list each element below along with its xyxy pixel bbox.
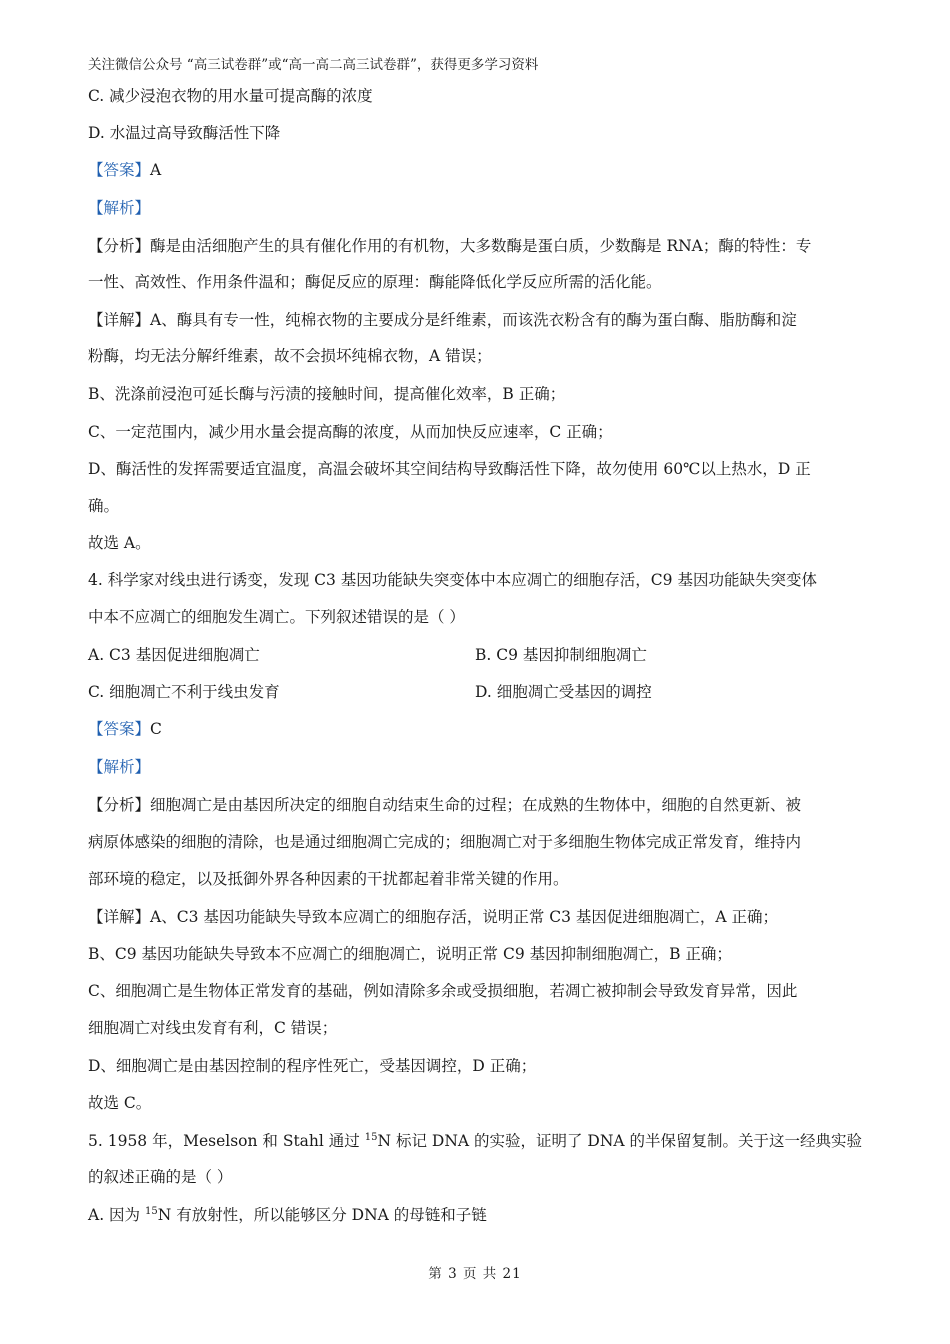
answer-tag: 【答案】: [88, 720, 151, 738]
q3-analysis-tag: 【解析】: [88, 199, 151, 217]
q3-option-c: C. 减少浸泡衣物的用水量可提高酶的浓度: [88, 87, 373, 105]
option-text: A. 因为: [88, 1206, 145, 1224]
analysis-text: 细胞凋亡是由基因所决定的细胞自动结束生命的过程；在成熟的生物体中，细胞的自然更新、被: [150, 796, 802, 814]
q4-conclusion: 故选 C。: [88, 1094, 152, 1112]
q3-analysis-line: [88, 236, 811, 256]
q4-option-a: A. C3 基因促进细胞凋亡: [88, 646, 260, 664]
q4-detail-line: [88, 907, 778, 927]
analysis-head: 【分析】: [88, 237, 151, 255]
detail-head: 【详解】: [88, 311, 151, 329]
header-note: 关注微信公众号 “高三试卷群”或“高一高二高三试卷群”，获得更多学习资料: [88, 57, 539, 73]
q4-option-d: D. 细胞凋亡受基因的调控: [475, 683, 652, 701]
q4-analysis-line: [88, 795, 801, 815]
answer-tag: 【答案】: [88, 161, 151, 179]
detail-head: 【详解】: [88, 908, 151, 926]
analysis-text: 酶是由活细胞产生的具有催化作用的有机物，大多数酶是蛋白质，少数酶是 RNA；酶的特性：专: [150, 237, 812, 255]
q4-detail-line: C、细胞凋亡是生物体正常发育的基础，例如清除多余或受损细胞，若凋亡被抑制会导致发育异常，因此: [88, 982, 798, 1000]
detail-text: A、C3 基因功能缺失导致本应凋亡的细胞存活，说明正常 C3 基因促进细胞凋亡，A 正确；: [150, 908, 779, 926]
answer-value: A: [150, 161, 162, 179]
q3-detail-line: D、酶活性的发挥需要适宜温度，高温会破坏其空间结构导致酶活性下降，故勿使用 60℃以上热水，D 正: [88, 460, 811, 478]
isotope-superscript: 15: [144, 1206, 158, 1217]
isotope-superscript: 15: [364, 1132, 378, 1143]
q4-detail-line: 细胞凋亡对线虫发育有利，C 错误；: [88, 1019, 338, 1037]
q3-detail-line: 确。: [88, 497, 120, 515]
q4-option-c: C. 细胞凋亡不利于线虫发育: [88, 683, 280, 701]
q5-option-a: [88, 1205, 487, 1225]
q4-stem: 4. 科学家对线虫进行诱变，发现 C3 基因功能缺失突变体中本应凋亡的细胞存活，C9 基因功能缺失突变体: [88, 571, 817, 589]
q4-answer: [88, 719, 162, 739]
answer-value: C: [150, 720, 162, 738]
page-footer: 第 3 页 共 21: [428, 1266, 522, 1282]
q4-detail-line: B、C9 基因功能缺失导致本不应凋亡的细胞凋亡，说明正常 C9 基因抑制细胞凋亡，B 正确；: [88, 945, 732, 963]
stem-text: N 标记 DNA 的实验，证明了 DNA 的半保留复制。关于这一经典实验: [377, 1132, 863, 1150]
q3-conclusion: 故选 A。: [88, 534, 151, 552]
q4-analysis-line: 部环境的稳定，以及抵御外界各种因素的干扰都起着非常关键的作用。: [88, 870, 569, 888]
q4-option-b: B. C9 基因抑制细胞凋亡: [475, 646, 647, 664]
analysis-head: 【分析】: [88, 796, 151, 814]
q3-detail-line: [88, 310, 797, 330]
q3-detail-line: 粉酶，均无法分解纤维素，故不会损坏纯棉衣物，A 错误；: [88, 347, 492, 365]
q3-detail-line: C、一定范围内，减少用水量会提高酶的浓度，从而加快反应速率，C 正确；: [88, 423, 613, 441]
q4-detail-line: D、细胞凋亡是由基因控制的程序性死亡，受基因调控，D 正确；: [88, 1057, 537, 1075]
detail-text: A、酶具有专一性，纯棉衣物的主要成分是纤维素，而该洗衣粉含有的酶为蛋白酶、脂肪酶和淀: [150, 311, 797, 329]
q3-option-d: D. 水温过高导致酶活性下降: [88, 124, 281, 142]
q5-stem: 的叙述正确的是（ ）: [88, 1168, 233, 1186]
q3-answer: [88, 160, 161, 180]
q4-stem: 中本不应凋亡的细胞发生凋亡。下列叙述错误的是（ ）: [88, 608, 465, 626]
q5-stem: [88, 1131, 862, 1151]
stem-text: 5. 1958 年，Meselson 和 Stahl 通过: [88, 1132, 365, 1150]
q4-analysis-line: 病原体感染的细胞的清除，也是通过细胞凋亡完成的；细胞凋亡对于多细胞生物体完成正常发育，维持内: [88, 833, 802, 851]
q4-analysis-tag: 【解析】: [88, 758, 151, 776]
option-text: N 有放射性，所以能够区分 DNA 的母链和子链: [157, 1206, 487, 1224]
q3-detail-line: B、洗涤前浸泡可延长酶与污渍的接触时间，提高催化效率，B 正确；: [88, 385, 566, 403]
q3-analysis-line: 一性、高效性、作用条件温和；酶促反应的原理：酶能降低化学反应所需的活化能。: [88, 273, 662, 291]
